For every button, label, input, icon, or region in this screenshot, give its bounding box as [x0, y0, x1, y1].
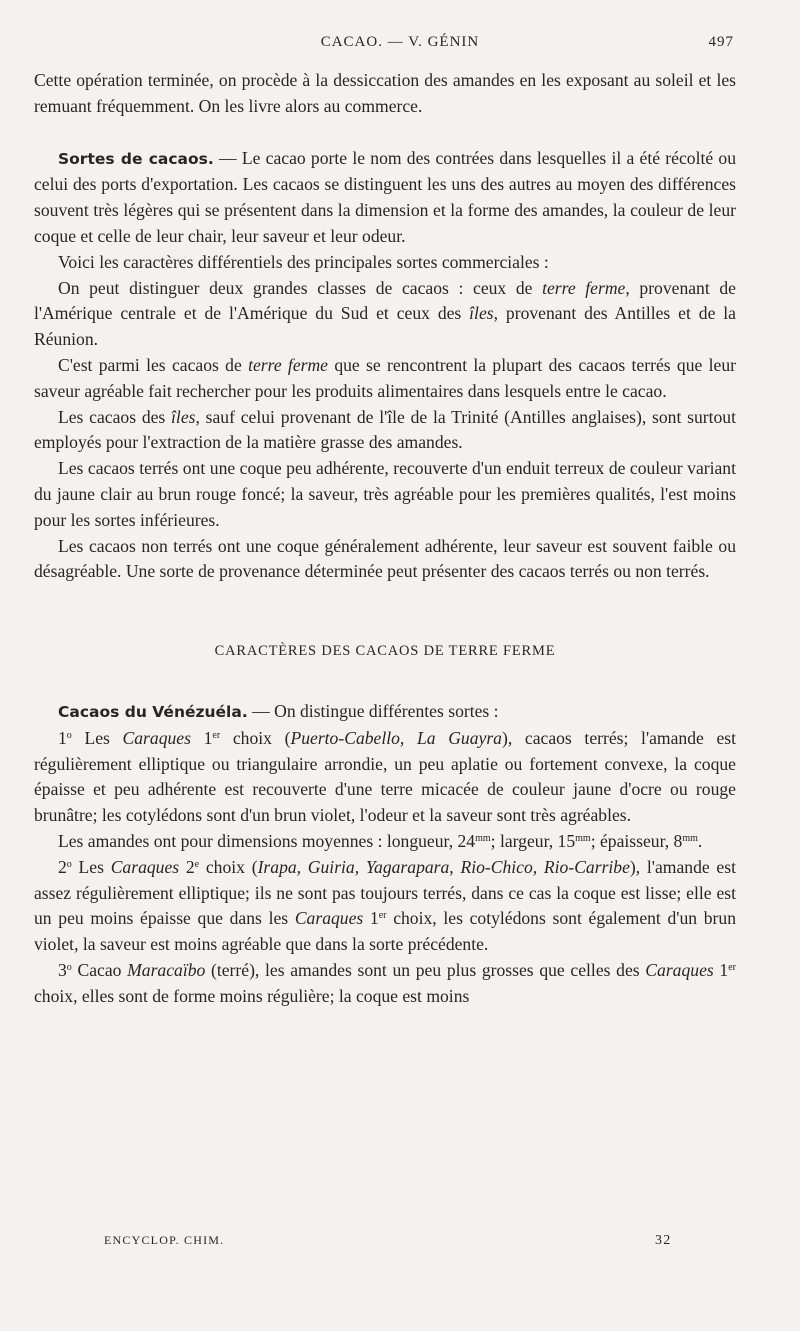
- running-header: [0, 34, 800, 58]
- paragraph-dimensions: Les amandes ont pour dimensions moyennes : longueur, $24^{mm}$; largeur, $15^{mm}$; épaisseur, $8^{mm}$.: [58, 830, 703, 851]
- page-number: 497: [708, 34, 734, 50]
- running-title: CACAO. — V. GÉNIN: [320, 34, 480, 50]
- section-title: CARACTÈRES DES CACAOS DE TERRE FERME: [214, 643, 556, 660]
- paragraph-classes: On peut distinguer deux grandes classes de cacaos : ceux de terre ferme, provenant de l'Amérique centrale et de l'Amérique du Sud et ceux des îles, provenant des Antilles et de la Réunion.: [34, 277, 736, 350]
- paragraph-non-terres: Les cacaos non terrés ont une coque généralement adhérente, leur saveur est souvent faible ou désagréable. Une sorte de provenance déterminée peut présenter des cacaos terrés ou non terrés.: [34, 535, 736, 582]
- body-text: [34, 68, 736, 1010]
- footer-signature-title: ENCYCLOP. CHIM.: [104, 1233, 225, 1247]
- list-item-caraques-2e: 2$^o$ Les Caraques 2e choix (Irapa, Guiria, Yagarapara, Rio-Chico, Rio-Carribe), l'amande est assez régulièrement elliptique; ils ne sont pas toujours terrés, dans ce cas la coque est lisse; elle est un peu moins épaisse que dans les Caraques 1er choix, les cotylédons sont également d'un brun violet, la saveur est moins agréable que dans la sorte précédente.: [34, 856, 736, 955]
- footer-signature-number: 32: [655, 1233, 672, 1248]
- paragraph-terre-ferme: C'est parmi les cacaos de terre ferme que se rencontrent la plupart des cacaos terrés que leur saveur agréable fait rechercher pour les produits alimentaires dans lesquels entre le cacao.: [34, 354, 736, 401]
- subheading-sortes-de-cacaos: Sortes de cacaos.: [58, 149, 214, 168]
- subheading-cacaos-du-venezuela: Cacaos du Vénézuéla.: [58, 702, 248, 721]
- list-item-maracaibo: 3$^o$ Cacao Maracaïbo (terré), les amandes sont un peu plus grosses que celles des Caraques 1er choix, elles sont de forme moins régulière; la coque est moins: [34, 959, 736, 1006]
- paragraph-iles: Les cacaos des îles, sauf celui provenant de l'île de la Trinité (Antilles anglaises), sont surtout employés pour l'extraction de la matière grasse des amandes.: [34, 406, 736, 453]
- paragraph-caracteres: Voici les caractères différentiels des principales sortes commerciales :: [58, 251, 549, 272]
- list-item-caraques-1er: 1$^o$ Les Caraques 1er choix (Puerto-Cabello, La Guayra), cacaos terrés; l'amande est régulièrement elliptique ou triangulaire arrondie, un peu aplatie ou fortement convexe, la coque épaisse et peu adhérente est recouverte d'une terre micacée de couleur jaune d'ocre ou rouge brunâtre; les cotylédons sont d'un brun violet, l'odeur et la saveur sont très agréables.: [34, 727, 737, 826]
- paragraph-dessiccation: Cette opération terminée, on procède à la dessiccation des amandes en les exposant au soleil et les remuant fréquemment. On les livre alors au commerce.: [34, 70, 736, 116]
- paragraph-terres: Les cacaos terrés ont une coque peu adhérente, recouverte d'un enduit terreux de couleur variant du jaune clair au brun rouge foncé; la saveur, très agréable pour les premières qualités, l'est moins pour les sortes inférieures.: [34, 458, 736, 530]
- paragraph-sortes: Sortes de cacaos. — Le cacao porte le nom des contrées dans lesquelles il a été récolté ou celui des ports d'exportation. Les cacaos se distinguent les uns des autres au moyen des différences souvent très légères qui se présentent dans la dimension et la forme des amandes, la couleur de leur coque et celle de leur chair, leur saveur et leur odeur.: [34, 147, 736, 246]
- paragraph-venezuela: Cacaos du Vénézuéla. — On distingue différentes sortes :: [58, 700, 499, 721]
